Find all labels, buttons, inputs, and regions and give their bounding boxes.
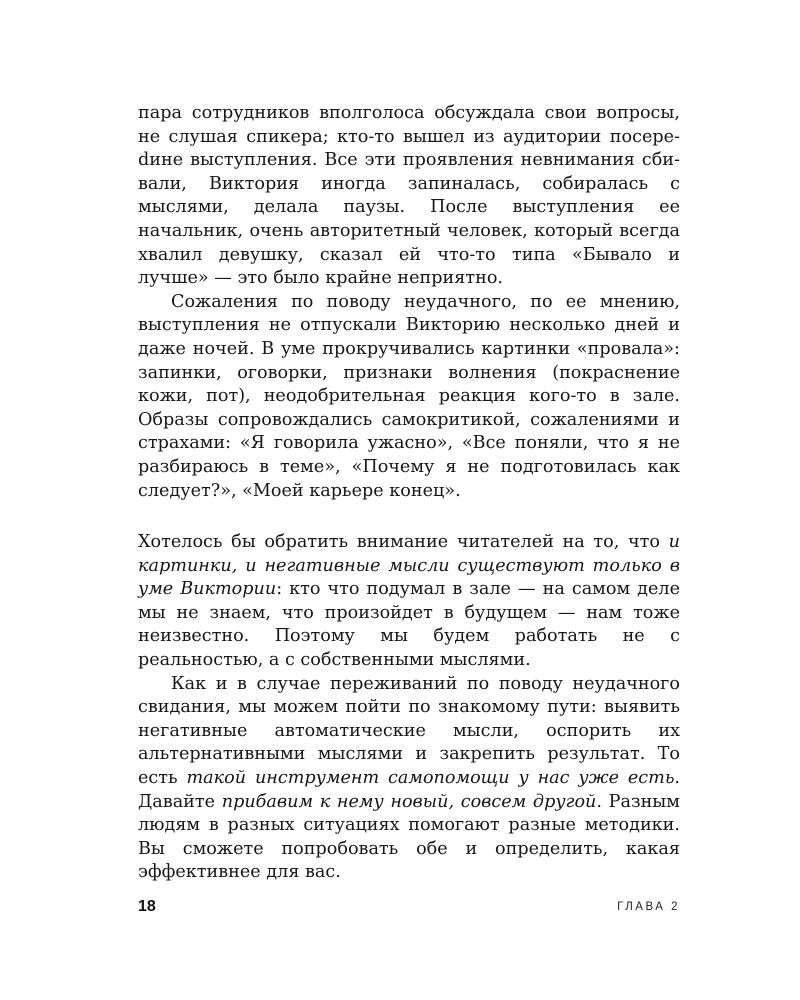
page-footer bbox=[138, 898, 680, 918]
body-text: Хотелось бы обратить внимание читателей на то, что bbox=[138, 532, 669, 552]
body-text: . Разным людям в разных ситуациях помогают разные методики. Вы сможете попробовать обе и определить, какая эффективнее для вас. bbox=[138, 791, 680, 883]
paragraph-p1 bbox=[138, 102, 680, 291]
emphasis-text: и картинки, и негативные мысли существуют только в уме Виктории bbox=[138, 532, 680, 600]
paragraph-p3 bbox=[138, 531, 680, 673]
body-text: пара сотрудников вполголоса обсуждала свои вопросы, не слушая спикера; кто-то вышел из аудитории посереdине выступления. Все эти проявления невнимания сбивали, Виктория иногда запиналась, собиралась с мыслями, делала паузы. После выступления ее начальник, очень авторитетный человек, который всегда хвалил девушку, сказал ей что-то типа «Бывало и лучше» — это было крайне неприятно. bbox=[138, 103, 680, 289]
body-text: Сожаления по поводу неудачного, по ее мнению, выступления не отпускали Викторию несколько дней и даже ночей. В уме прокручивались картинки «провала»: запинки, оговорки, признаки волнения (покраснение кожи, пот), неодобрительная реакция кого-то в зале. Образы сопровождались самокритикой, сожалениями и страхами: «Я говорила ужасно», «Все поняли, что я не разбираюсь в теме», «Почему я не подготовилась как следует?», «Моей карьере конец». bbox=[138, 291, 680, 501]
body-text: : кто что подумал в зале — на самом деле мы не знаем, что произойдет в будущем — нам тоже неизвестно. Поэтому мы будем работать не с реальностью, а с собственными мыслями. bbox=[138, 579, 681, 670]
text-block-top bbox=[138, 102, 680, 503]
paragraph-p2 bbox=[138, 291, 680, 503]
page-number: 18 bbox=[138, 898, 156, 915]
emphasis-text: такой инструмент самопомощи у нас уже есть bbox=[186, 767, 675, 788]
paragraph-p4 bbox=[138, 673, 680, 885]
text-block-bottom bbox=[138, 531, 680, 885]
body-text: Как и в случае переживаний по поводу неудачного свидания, мы можем пойти по знакомому пути: выявить негативные автоматические мысли, оспорить их альтернативными мыслями и закрепить результат. То есть bbox=[138, 673, 680, 788]
emphasis-text: прибавим к нему новый, совсем другой bbox=[221, 791, 597, 812]
body-text: . Давайте bbox=[138, 767, 681, 812]
chapter-label: ГЛАВА 2 bbox=[617, 901, 680, 913]
